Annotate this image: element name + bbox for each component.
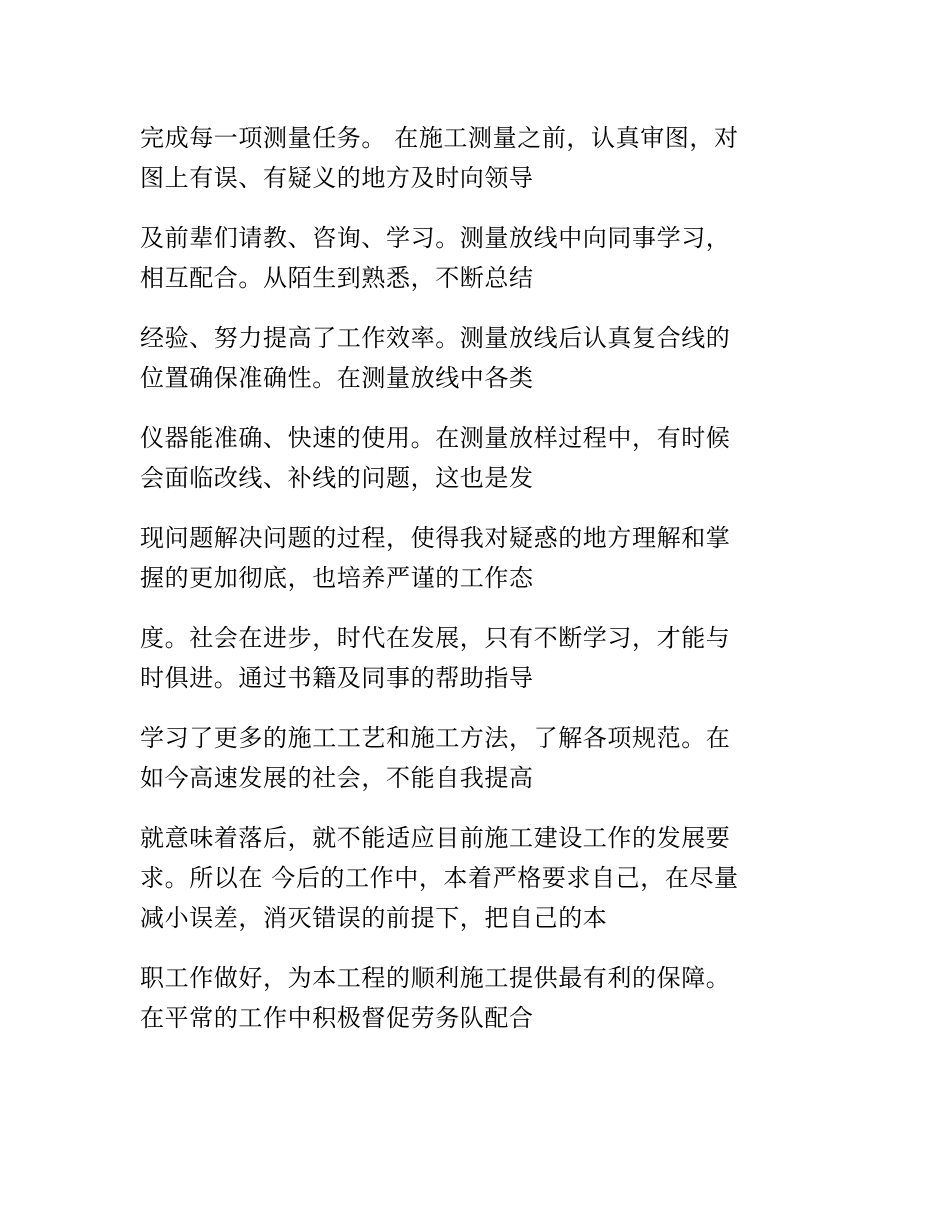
text-line: 学习了更多的施工工艺和施工方法，了解各项规范。在 xyxy=(140,724,731,752)
text-line: 减小误差，消灭错误的前提下，把自己的本 xyxy=(140,904,608,932)
paragraph xyxy=(140,318,820,398)
paragraph xyxy=(140,418,820,498)
text-line: 现问题解决问题的过程，使得我对疑惑的地方理解和掌 xyxy=(140,524,731,552)
text-line: 相互配合。从陌生到熟悉，不断总结 xyxy=(140,264,534,292)
text-line: 职工作做好，为本工程的顺利施工提供最有利的保障。 xyxy=(140,964,731,992)
text-line: 握的更加彻底，也培养严谨的工作态 xyxy=(140,564,534,592)
text-line: 会面临改线、补线的问题，这也是发 xyxy=(140,464,534,492)
paragraph xyxy=(140,818,820,938)
text-line: 求。所以在 今后的工作中，本着严格要求自己，在尽量 xyxy=(140,864,739,892)
paragraph xyxy=(140,958,820,1038)
text-line: 如今高速发展的社会，不能自我提高 xyxy=(140,764,534,792)
text-line: 仪器能准确、快速的使用。在测量放样过程中，有时候 xyxy=(140,424,731,452)
text-line: 完成每一项测量任务。 在施工测量之前，认真审图，对 xyxy=(140,124,739,152)
text-line: 度。社会在进步，时代在发展，只有不断学习，才能与 xyxy=(140,624,731,652)
text-line: 经验、努力提高了工作效率。测量放线后认真复合线的 xyxy=(140,324,731,352)
paragraph xyxy=(140,718,820,798)
text-line: 及前辈们请教、咨询、学习。测量放线中向同事学习， xyxy=(140,224,731,252)
paragraph xyxy=(140,118,820,198)
text-line: 就意味着落后，就不能适应目前施工建设工作的发展要 xyxy=(140,824,731,852)
text-line: 图上有误、有疑义的地方及时向领导 xyxy=(140,164,534,192)
text-line: 时俱进。通过书籍及同事的帮助指导 xyxy=(140,664,534,692)
paragraph xyxy=(140,618,820,698)
paragraph xyxy=(140,518,820,598)
text-line: 在平常的工作中积极督促劳务队配合 xyxy=(140,1004,534,1032)
paragraph xyxy=(140,218,820,298)
text-line: 位置确保准确性。在测量放线中各类 xyxy=(140,364,534,392)
